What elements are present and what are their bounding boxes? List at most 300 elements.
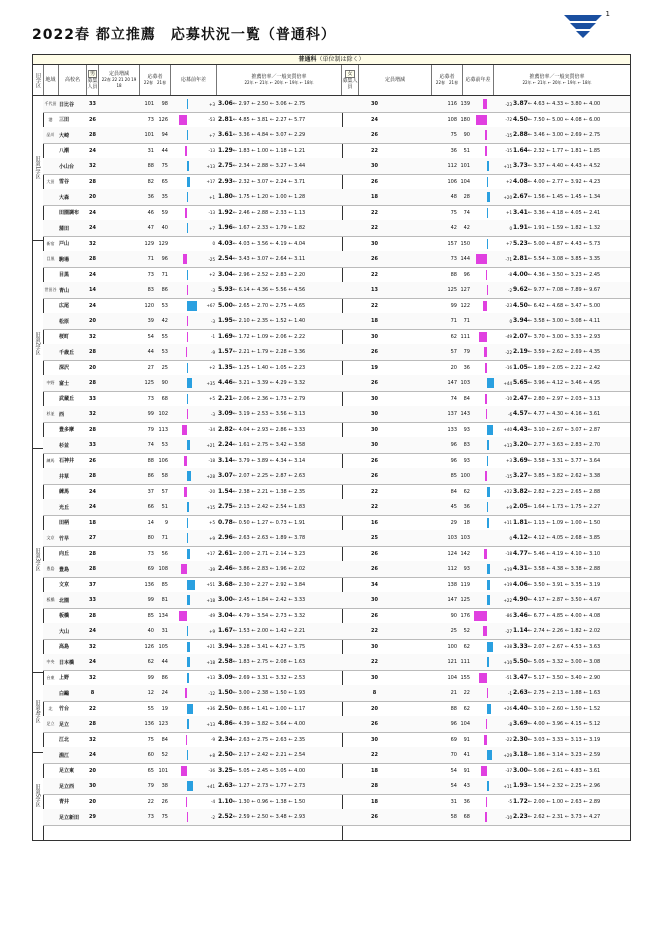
- row-male-ratio-history: ← 2.30 ← 2.27 ← 2.92 ← 3.84: [232, 581, 306, 588]
- row-female-diff: 0: [509, 318, 512, 324]
- row-male-ratio: [218, 484, 338, 500]
- row-male-ratio-history: ← 2.17 ← 2.42 ← 2.21 ← 2.54: [232, 752, 306, 758]
- row-male-applicants-22: 126: [144, 643, 154, 650]
- row-female-capacity: 26: [371, 380, 378, 386]
- row-male-applicants-21: 96: [161, 256, 168, 262]
- row-female-diff: -18: [505, 551, 512, 556]
- table-row: [43, 313, 630, 330]
- row-female-diff: +26: [503, 706, 512, 711]
- row-female-diff: -49: [505, 334, 512, 339]
- row-female-ratio: [513, 112, 628, 128]
- row-area: [43, 515, 58, 531]
- row-male-applicants-22: 83: [147, 287, 154, 293]
- row-male-capacity: 28: [89, 550, 96, 557]
- row-area: [43, 313, 58, 329]
- row-male-ratio: [218, 189, 338, 205]
- row-female-ratio-history: ← 4.00 ← 3.96 ← 4.15 ← 5.12: [527, 721, 601, 727]
- row-male-ratio-history: ← 3.28 ← 3.41 ← 4.27 ← 3.75: [232, 643, 306, 650]
- row-male-capacity: 20: [89, 318, 96, 324]
- row-male-ratio-current: 1.80: [218, 193, 233, 200]
- row-male-diff: -53: [208, 117, 215, 122]
- row-male-ratio: [218, 406, 338, 422]
- row-female-applicants-22: 106: [447, 178, 457, 185]
- row-male-ratio-history: ← 2.06 ← 2.36 ← 1.73 ← 2.79: [232, 395, 306, 402]
- row-female-ratio: [513, 453, 628, 469]
- row-male-capacity: 26: [89, 116, 96, 123]
- row-female-ratio: [513, 406, 628, 422]
- row-female-ratio: [513, 360, 628, 376]
- row-male-capacity: 33: [89, 101, 96, 107]
- male-header: [43, 65, 341, 95]
- row-area: [43, 360, 58, 376]
- row-female-ratio: [513, 313, 628, 329]
- row-female-applicants-21: 104: [460, 721, 470, 727]
- table-body: [33, 96, 630, 840]
- row-male-diff-bar: [187, 440, 190, 450]
- row-male-capacity: 26: [89, 457, 96, 464]
- row-school: 石神井: [59, 458, 75, 464]
- row-area: 板橋: [46, 597, 55, 602]
- row-female-capacity: 22: [371, 225, 378, 231]
- row-female-applicants-22: 90: [450, 612, 457, 619]
- row-female-applicants-22: 21: [450, 690, 457, 696]
- row-male-applicants-22: 22: [147, 798, 154, 805]
- row-female-ratio-history: ← 6.77 ← 4.85 ← 4.00 ← 4.08: [527, 612, 601, 619]
- row-female-diff: -51: [505, 675, 512, 680]
- row-male-ratio: [218, 236, 338, 252]
- row-female-capacity: 22: [371, 504, 378, 510]
- row-male-capacity: 24: [89, 147, 96, 154]
- row-area: [43, 794, 58, 810]
- row-female-applicants-21: 84: [463, 395, 470, 402]
- row-male-diff: -3: [211, 318, 215, 324]
- row-male-ratio-current: 2.63: [218, 782, 233, 789]
- row-male-ratio-current: 3.07: [218, 472, 233, 479]
- row-area: [43, 732, 58, 748]
- row-female-diff: +10: [503, 659, 512, 665]
- row-male-diff: +67: [206, 303, 215, 308]
- row-female-capacity: 30: [371, 597, 378, 603]
- row-male-applicants-21: 134: [158, 612, 168, 619]
- row-male-diff-bar: [187, 223, 188, 233]
- row-female-capacity: 22: [371, 752, 378, 758]
- row-female-diff: 0: [509, 225, 512, 231]
- row-female-ratio-current: 3.82: [513, 487, 528, 495]
- row-female-ratio-current: 4.12: [513, 534, 528, 541]
- row-female-capacity: 30: [371, 333, 378, 340]
- row-male-applicants-21: 84: [161, 736, 168, 743]
- row-male-ratio-history: ← 6.14 ← 4.36 ← 5.56 ← 4.56: [232, 287, 306, 293]
- row-area: [43, 422, 58, 438]
- row-male-capacity: 32: [89, 674, 96, 681]
- row-female-diff: -10: [505, 396, 512, 401]
- row-male-ratio-history: ← 1.72 ← 1.09 ← 2.06 ← 2.22: [232, 333, 306, 340]
- row-area: [43, 189, 58, 205]
- header-applicants: [140, 65, 171, 95]
- row-male-diff: -39: [208, 566, 215, 572]
- row-female-ratio-current: 5.65: [513, 379, 528, 386]
- row-female-applicants-22: 88: [450, 705, 457, 712]
- row-female-applicants-21: 143: [460, 411, 470, 417]
- row-female-applicants-21: 100: [460, 473, 470, 479]
- row-female-ratio: [513, 685, 628, 701]
- table-row: [43, 158, 630, 175]
- row-female-ratio: [513, 623, 628, 639]
- row-female-diff-bar: [483, 99, 487, 109]
- row-male-ratio-current: 4.46: [218, 379, 233, 386]
- row-school: 松原: [59, 318, 70, 325]
- row-area: 足立: [46, 721, 55, 726]
- row-male-capacity: 32: [89, 163, 96, 169]
- row-male-applicants-22: 60: [147, 752, 154, 758]
- row-male-diff: +13: [206, 163, 215, 169]
- row-male-ratio-current: 3.00: [218, 596, 233, 603]
- row-female-diff-bar: [487, 518, 489, 528]
- row-female-ratio: [513, 484, 628, 500]
- row-female-ratio-current: 4.40: [513, 704, 528, 712]
- page-number: 1: [605, 10, 610, 18]
- row-female-ratio: [513, 639, 628, 655]
- row-female-applicants-21: 103: [460, 380, 470, 386]
- row-male-diff: +7: [209, 132, 215, 138]
- row-area: 杉並: [46, 411, 55, 416]
- row-female-applicants-21: 119: [460, 581, 470, 588]
- row-male-capacity: 32: [89, 643, 96, 650]
- row-male-capacity: 24: [89, 225, 96, 231]
- row-female-applicants-22: 20: [450, 364, 457, 371]
- row-area: 品川: [46, 132, 55, 137]
- row-female-capacity: 26: [371, 178, 378, 185]
- row-female-applicants-22: 112: [447, 163, 457, 169]
- row-male-ratio-current: 2.46: [218, 565, 233, 572]
- row-male-applicants-21: 53: [161, 302, 168, 309]
- row-school: 八潮: [59, 148, 70, 154]
- row-male-applicants-21: 75: [161, 163, 168, 169]
- row-male-applicants-21: 53: [161, 442, 168, 448]
- row-male-capacity: 32: [89, 411, 96, 417]
- row-male-applicants-22: 73: [147, 271, 154, 278]
- row-school: 練馬: [59, 489, 70, 495]
- row-female-applicants-22: 45: [450, 504, 457, 510]
- row-male-ratio-current: 2.61: [218, 549, 233, 557]
- row-male-applicants-21: 105: [158, 643, 168, 650]
- row-female-diff: -15: [505, 132, 512, 138]
- row-female-ratio: [513, 437, 628, 453]
- row-male-applicants-21: 56: [161, 550, 168, 557]
- row-female-applicants-21: 74: [463, 209, 470, 216]
- header-applicants-sub: 22春 21春: [143, 80, 167, 85]
- row-male-diff-bar: [187, 533, 188, 543]
- row-female-capacity: 30: [371, 411, 378, 417]
- row-male-applicants-21: 113: [158, 426, 168, 433]
- row-female-ratio: [513, 701, 628, 717]
- row-male-diff: +15: [206, 504, 215, 510]
- row-female-ratio-history: ← 2.74 ← 2.26 ← 1.82 ← 2.02: [527, 628, 601, 634]
- row-female-ratio-current: 3.87: [513, 100, 528, 107]
- row-male-applicants-21: 53: [161, 349, 168, 355]
- row-male-diff-bar: [179, 115, 187, 125]
- row-school: 淵江: [59, 752, 70, 759]
- row-male-ratio-current: 2.21: [218, 394, 233, 402]
- row-male-ratio-history: ← 2.00 ← 2.71 ← 2.14 ← 3.23: [232, 550, 306, 557]
- row-male-applicants-21: 123: [158, 721, 168, 727]
- row-male-diff: -3: [211, 411, 215, 417]
- row-male-diff: +2: [209, 272, 215, 277]
- row-male-applicants-21: 40: [161, 225, 168, 231]
- row-male-diff: +51: [206, 582, 215, 587]
- row-school: 桜町: [59, 334, 70, 340]
- row-male-capacity: 24: [89, 752, 96, 758]
- table-row: [43, 112, 630, 129]
- row-female-applicants-22: 157: [447, 240, 457, 247]
- row-male-diff-bar: [182, 425, 187, 435]
- row-male-diff: +17: [206, 179, 215, 184]
- row-area: [43, 329, 58, 345]
- row-female-capacity: 24: [371, 116, 378, 123]
- row-male-ratio: [218, 561, 338, 577]
- table-row: [43, 251, 630, 268]
- row-male-ratio-history: ← 2.10 ← 2.35 ← 1.52 ← 1.40: [232, 318, 306, 324]
- row-male-ratio: [218, 685, 338, 701]
- row-male-diff: +2: [209, 365, 215, 370]
- row-school: 文京: [59, 582, 70, 588]
- row-female-ratio-current: 4.31: [513, 565, 528, 572]
- row-male-applicants-22: 136: [144, 721, 154, 727]
- row-female-applicants-21: 96: [463, 271, 470, 278]
- row-male-applicants-22: 73: [147, 814, 154, 820]
- row-female-ratio: [513, 96, 628, 112]
- row-female-diff: -2: [508, 287, 512, 293]
- row-female-applicants-22: 124: [447, 550, 457, 557]
- row-male-applicants-21: 51: [161, 504, 168, 510]
- row-female-capacity: 18: [371, 767, 378, 774]
- row-female-ratio: [513, 267, 628, 283]
- row-male-applicants-22: 73: [147, 550, 154, 557]
- row-female-diff: -71: [505, 256, 512, 262]
- row-female-capacity: 30: [371, 395, 378, 402]
- row-female-applicants-22: 69: [450, 736, 457, 743]
- row-female-ratio: [513, 794, 628, 810]
- row-male-ratio-history: ← 2.65 ← 2.70 ← 2.75 ← 4.65: [232, 302, 306, 309]
- row-female-applicants-21: 51: [463, 147, 470, 154]
- table-row: [43, 344, 630, 361]
- row-female-capacity: 22: [371, 659, 378, 665]
- row-male-ratio-current: 5.93: [218, 286, 233, 293]
- row-male-applicants-21: 35: [161, 194, 168, 200]
- table-row: [43, 298, 630, 315]
- row-female-applicants-22: 31: [450, 798, 457, 805]
- row-male-diff-bar: [187, 750, 188, 760]
- row-male-diff: +5: [209, 396, 215, 401]
- row-female-ratio-current: 5.23: [513, 239, 528, 247]
- table-row: [43, 778, 630, 795]
- table-row: [43, 763, 630, 780]
- row-area: 中野: [46, 380, 55, 385]
- row-male-ratio-history: ← 5.05 ← 2.45 ← 3.05 ← 4.00: [232, 767, 306, 774]
- row-female-ratio-current: 3.47: [513, 673, 528, 681]
- row-female-ratio-current: 2.07: [513, 332, 528, 340]
- row-school: 日本橋: [59, 659, 75, 666]
- row-male-ratio-history: ← 1.30 ← 0.96 ← 1.38 ← 1.50: [232, 798, 306, 805]
- row-school: 大山: [59, 628, 70, 635]
- row-female-applicants-21: 111: [460, 659, 470, 665]
- row-male-applicants-21: 71: [161, 535, 168, 541]
- row-female-ratio: [513, 515, 628, 531]
- row-female-capacity: 30: [371, 736, 378, 743]
- row-male-ratio: [218, 654, 338, 670]
- table-row: [43, 189, 630, 206]
- row-female-ratio-history: ← 1.91 ← 1.59 ← 1.82 ← 1.32: [527, 225, 601, 231]
- row-female-ratio: [513, 127, 628, 143]
- row-female-diff-bar: [486, 797, 487, 807]
- row-female-applicants-22: 137: [447, 411, 457, 417]
- row-female-diff: +22: [503, 597, 512, 603]
- row-male-diff: -1: [211, 334, 215, 339]
- row-female-ratio: [513, 251, 628, 267]
- header-change-label: 定員増減: [108, 71, 129, 77]
- row-male-ratio-current: 2.58: [218, 658, 233, 665]
- row-female-ratio-history: ← 3.36 ← 4.18 ← 4.05 ← 2.41: [527, 209, 601, 216]
- table-row: [43, 282, 630, 299]
- row-male-ratio: [218, 375, 338, 391]
- row-male-applicants-21: 86: [161, 674, 168, 681]
- row-male-capacity: 20: [89, 798, 96, 805]
- row-male-applicants-22: 65: [147, 767, 154, 774]
- row-female-ratio-current: 1.14: [513, 627, 528, 634]
- row-male-diff-bar: [183, 254, 187, 264]
- row-male-ratio-current: 2.34: [218, 735, 233, 743]
- row-female-ratio-current: 2.67: [513, 193, 528, 200]
- row-male-diff: +13: [206, 675, 215, 680]
- row-male-ratio: [218, 639, 338, 655]
- row-female-applicants-22: 75: [450, 132, 457, 138]
- row-female-applicants-21: 41: [463, 752, 470, 758]
- row-male-capacity: 28: [89, 256, 96, 262]
- row-female-applicants-22: 70: [450, 752, 457, 758]
- row-female-ratio-history: ← 5.54 ← 3.08 ← 3.85 ← 3.35: [527, 256, 601, 262]
- row-male-diff-bar: [186, 797, 187, 807]
- row-female-applicants-21: 150: [460, 240, 470, 247]
- row-male-capacity: 37: [89, 581, 96, 588]
- row-female-applicants-22: 121: [447, 659, 457, 665]
- table-row: [43, 623, 630, 640]
- row-female-applicants-21: 90: [463, 132, 470, 138]
- row-female-diff: -8: [508, 272, 512, 277]
- table-row: [43, 577, 630, 594]
- row-male-diff-bar: [187, 719, 189, 729]
- row-male-diff-bar: [184, 487, 187, 497]
- row-female-applicants-22: 85: [450, 473, 457, 479]
- row-male-applicants-22: 86: [147, 473, 154, 479]
- banner-sub: （単位制は除く）: [316, 56, 365, 63]
- table-row: [43, 96, 630, 113]
- row-school: 杉並: [59, 442, 70, 449]
- row-male-diff-bar: [185, 208, 187, 218]
- row-male-ratio-current: 2.81: [218, 115, 233, 123]
- row-male-capacity: 33: [89, 597, 96, 603]
- row-female-ratio-history: ← 9.77 ← 7.08 ← 7.89 ← 9.67: [527, 287, 601, 293]
- row-male-applicants-21: 58: [161, 473, 168, 479]
- row-male-ratio-history: ← 3.21 ← 3.39 ← 4.29 ← 3.32: [232, 380, 306, 386]
- row-area: [43, 685, 58, 701]
- row-female-capacity: 26: [371, 612, 378, 619]
- table-row: [43, 453, 630, 470]
- row-male-capacity: 28: [89, 612, 96, 619]
- row-male-capacity: 18: [89, 519, 96, 526]
- row-male-diff: +1: [209, 194, 215, 200]
- row-male-ratio-history: ← 2.07 ← 2.25 ← 2.87 ← 2.63: [232, 473, 306, 479]
- row-area: [43, 344, 58, 360]
- header-applicants-f-label: 応募者: [439, 74, 455, 80]
- row-male-applicants-21: 75: [161, 814, 168, 820]
- row-male-applicants-22: 71: [147, 256, 154, 262]
- row-female-ratio-current: 2.81: [513, 255, 528, 262]
- row-female-applicants-22: 36: [450, 147, 457, 154]
- row-male-ratio-history: ← 4.85 ← 3.81 ← 2.27 ← 5.77: [232, 116, 306, 123]
- row-male-ratio: [218, 422, 338, 438]
- row-male-ratio-current: 4.03: [218, 239, 233, 247]
- row-female-ratio-history: ← 5.06 ← 2.61 ← 4.83 ← 3.61: [527, 767, 601, 774]
- row-male-ratio-current: 0.78: [218, 518, 233, 526]
- row-male-diff-bar: [185, 146, 187, 156]
- row-female-diff: +7: [506, 241, 512, 246]
- row-male-ratio: [218, 747, 338, 763]
- row-female-ratio-current: 1.72: [513, 797, 528, 805]
- row-male-ratio: [218, 158, 338, 174]
- table-row: [43, 530, 630, 547]
- row-male-applicants-21: 98: [161, 101, 168, 107]
- row-female-diff: +13: [503, 442, 512, 448]
- row-school: 井草: [59, 473, 70, 480]
- row-female-diff: +19: [503, 582, 512, 587]
- row-female-ratio: [513, 499, 628, 515]
- row-male-ratio-current: 2.50: [218, 751, 233, 758]
- row-male-applicants-22: 99: [147, 411, 154, 417]
- row-male-ratio: [218, 608, 338, 624]
- row-school: 武蔵丘: [59, 396, 75, 402]
- row-female-diff: +38: [503, 644, 512, 649]
- row-school: 蒲田: [59, 225, 70, 232]
- zone-1: 旧第1学区: [33, 96, 43, 241]
- row-female-diff: +20: [503, 194, 512, 200]
- row-male-ratio-current: 3.09: [218, 673, 233, 681]
- row-female-diff: +3: [506, 458, 512, 463]
- table-row: [43, 205, 630, 222]
- row-male-capacity: 24: [89, 504, 96, 510]
- row-female-applicants-21: 68: [463, 814, 470, 820]
- row-school: 上野: [59, 675, 70, 681]
- row-female-ratio-history: ← 4.17 ← 2.87 ← 3.50 ← 4.67: [527, 597, 601, 603]
- row-male-ratio-current: 1.50: [218, 689, 233, 696]
- row-male-ratio: [218, 205, 338, 221]
- row-female-ratio: [513, 577, 628, 593]
- row-female-capacity: 30: [371, 240, 378, 247]
- row-female-capacity: 22: [371, 488, 378, 495]
- row-male-diff: -36: [208, 768, 215, 773]
- row-female-ratio-current: 4.50: [513, 115, 528, 123]
- row-female-capacity: 8: [372, 690, 377, 696]
- row-male-diff-bar: [187, 781, 193, 791]
- row-male-ratio: [218, 499, 338, 515]
- row-female-capacity: 26: [371, 550, 378, 557]
- row-male-diff-bar: [186, 735, 187, 745]
- row-male-capacity: 28: [89, 426, 96, 433]
- row-female-ratio: [513, 809, 628, 825]
- row-female-ratio-history: ← 5.46 ← 4.19 ← 4.10 ← 3.10: [527, 550, 601, 557]
- row-area: 文京: [46, 535, 55, 540]
- row-male-ratio-history: ← 0.86 ← 1.41 ← 1.00 ← 1.17: [232, 705, 306, 712]
- row-female-diff-bar: [485, 363, 487, 373]
